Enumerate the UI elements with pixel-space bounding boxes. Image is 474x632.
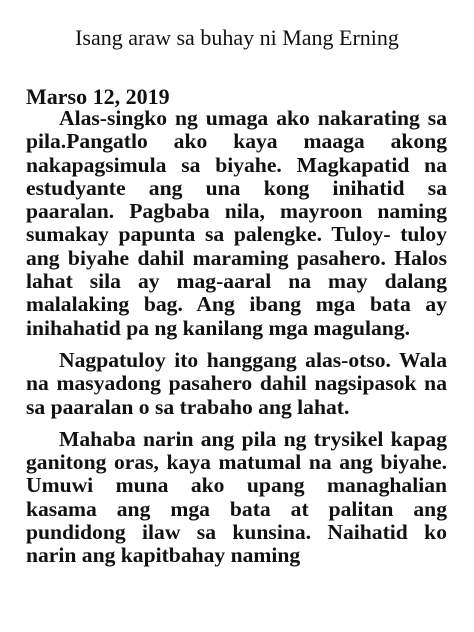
paragraph-2: Nagpatuloy ito hanggang alas-otso. Wala na masyadong pasahero dahil nagsipasok na sa paaralan o sa trabaho ang lahat. [26,347,447,419]
entry-date: Marso 12, 2019 [26,84,170,109]
paragraph-3: Mahaba narin ang pila ng trysikel kapag ganitong oras, kaya matumal na ang biyahe. Umuwi muna ako upang managhalian kasama ang mga bata at palitan ang pundidong ilaw sa kunsina. Naihatid ko narin ang kapitbahay naming [26,426,447,568]
document-title: Isang araw sa buhay ni Mang Erning [75,25,399,50]
paragraph-1: Alas-singko ng umaga ako nakarating sa pila.Pangatlo ako kaya maaga akong nakapagsimula sa biyahe. Magkapatid na estudyante ang una kong inihatid sa paaralan. Pagbaba nila, mayroon naming sumakay papunta sa palengke. Tuloy- tuloy ang biyahe dahil maraming pasahero. Halos lahat sila ay mag-aaral na may dalang malalaking bag. Ang ibang mga bata ay inihahatid pa ng kanilang mga magulang. [26,106,447,340]
document-body [26,107,447,577]
